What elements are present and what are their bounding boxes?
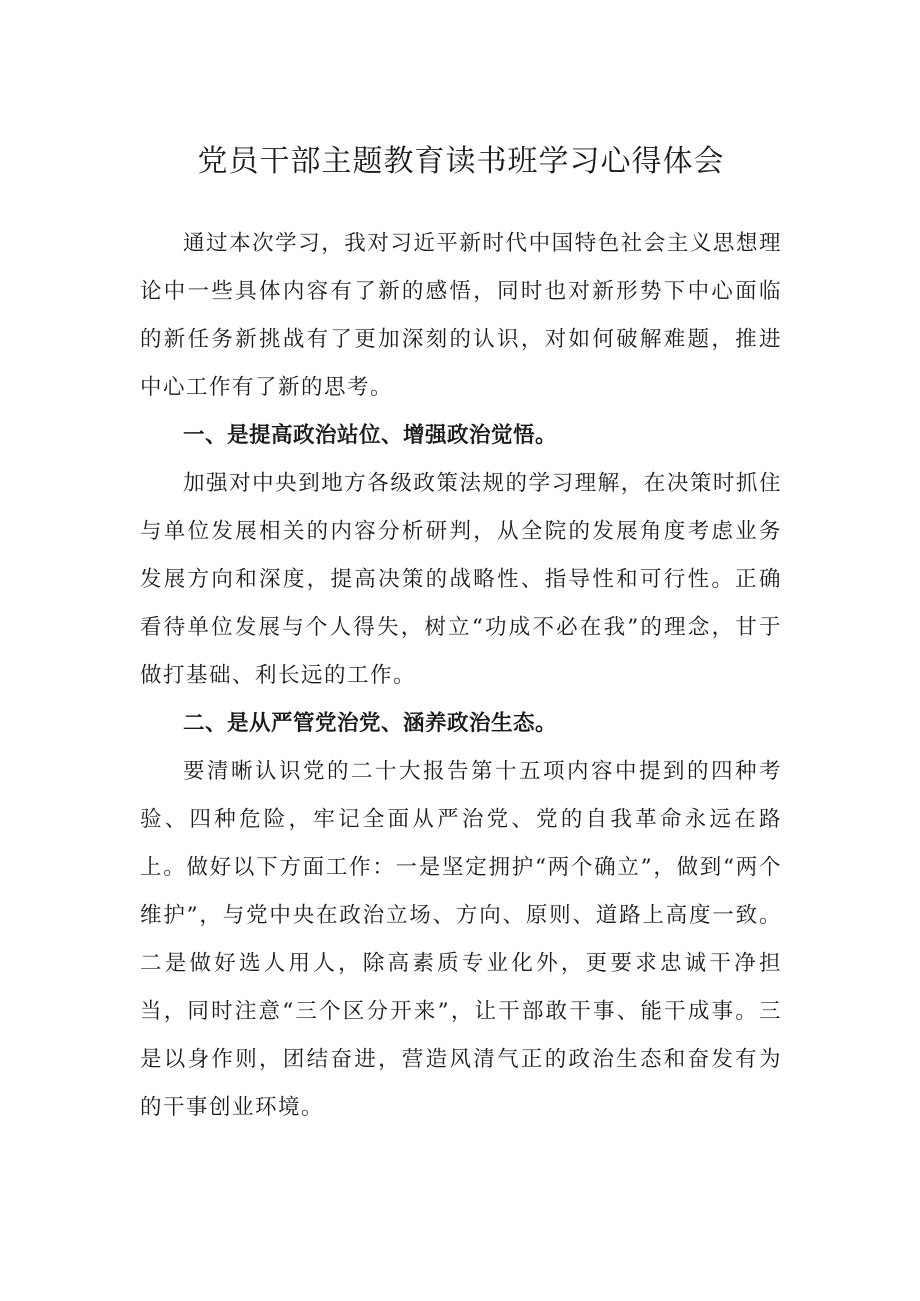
- section-2-heading: 二、是从严管党治党、涵养政治生态。: [183, 711, 558, 736]
- section-1-heading: 一、是提高政治站位、增强政治觉悟。: [183, 423, 558, 448]
- intro-paragraph: 通过本次学习，我对习近平新时代中国特色社会主义思想理论中一些具体内容有了新的感悟，同时也对新形势下中心面临的新任务新挑战有了更加深刻的认识，对如何破解难题，推进中心工作有了新的思考。: [140, 231, 782, 400]
- section-1-body: 加强对中央到地方各级政策法规的学习理解，在决策时抓住与单位发展相关的内容分析研判，从全院的发展角度考虑业务发展方向和深度，提高决策的战略性、指导性和可行性。正确看待单位发展与个人得失，树立“功成不必在我”的理念，甘于做打基础、利长远的工作。: [140, 471, 782, 688]
- document-title: 党员干部主题教育读书班学习心得体会: [197, 144, 725, 179]
- section-2-body: 要清晰认识党的二十大报告第十五项内容中提到的四种考验、四种危险，牢记全面从严治党、党的自我革命永远在路上。做好以下方面工作：一是坚定拥护“两个确立”，做到“两个维护”，与党中央在政治立场、方向、原则、道路上高度一致。二是做好选人用人，除高素质专业化外，更要求忠诚干净担当，同时注意“三个区分开来”，让干部敢干事、能干成事。三是以身作则，团结奋进，营造风清气正的政治生态和奋发有为的干事创业环境。: [140, 759, 782, 1120]
